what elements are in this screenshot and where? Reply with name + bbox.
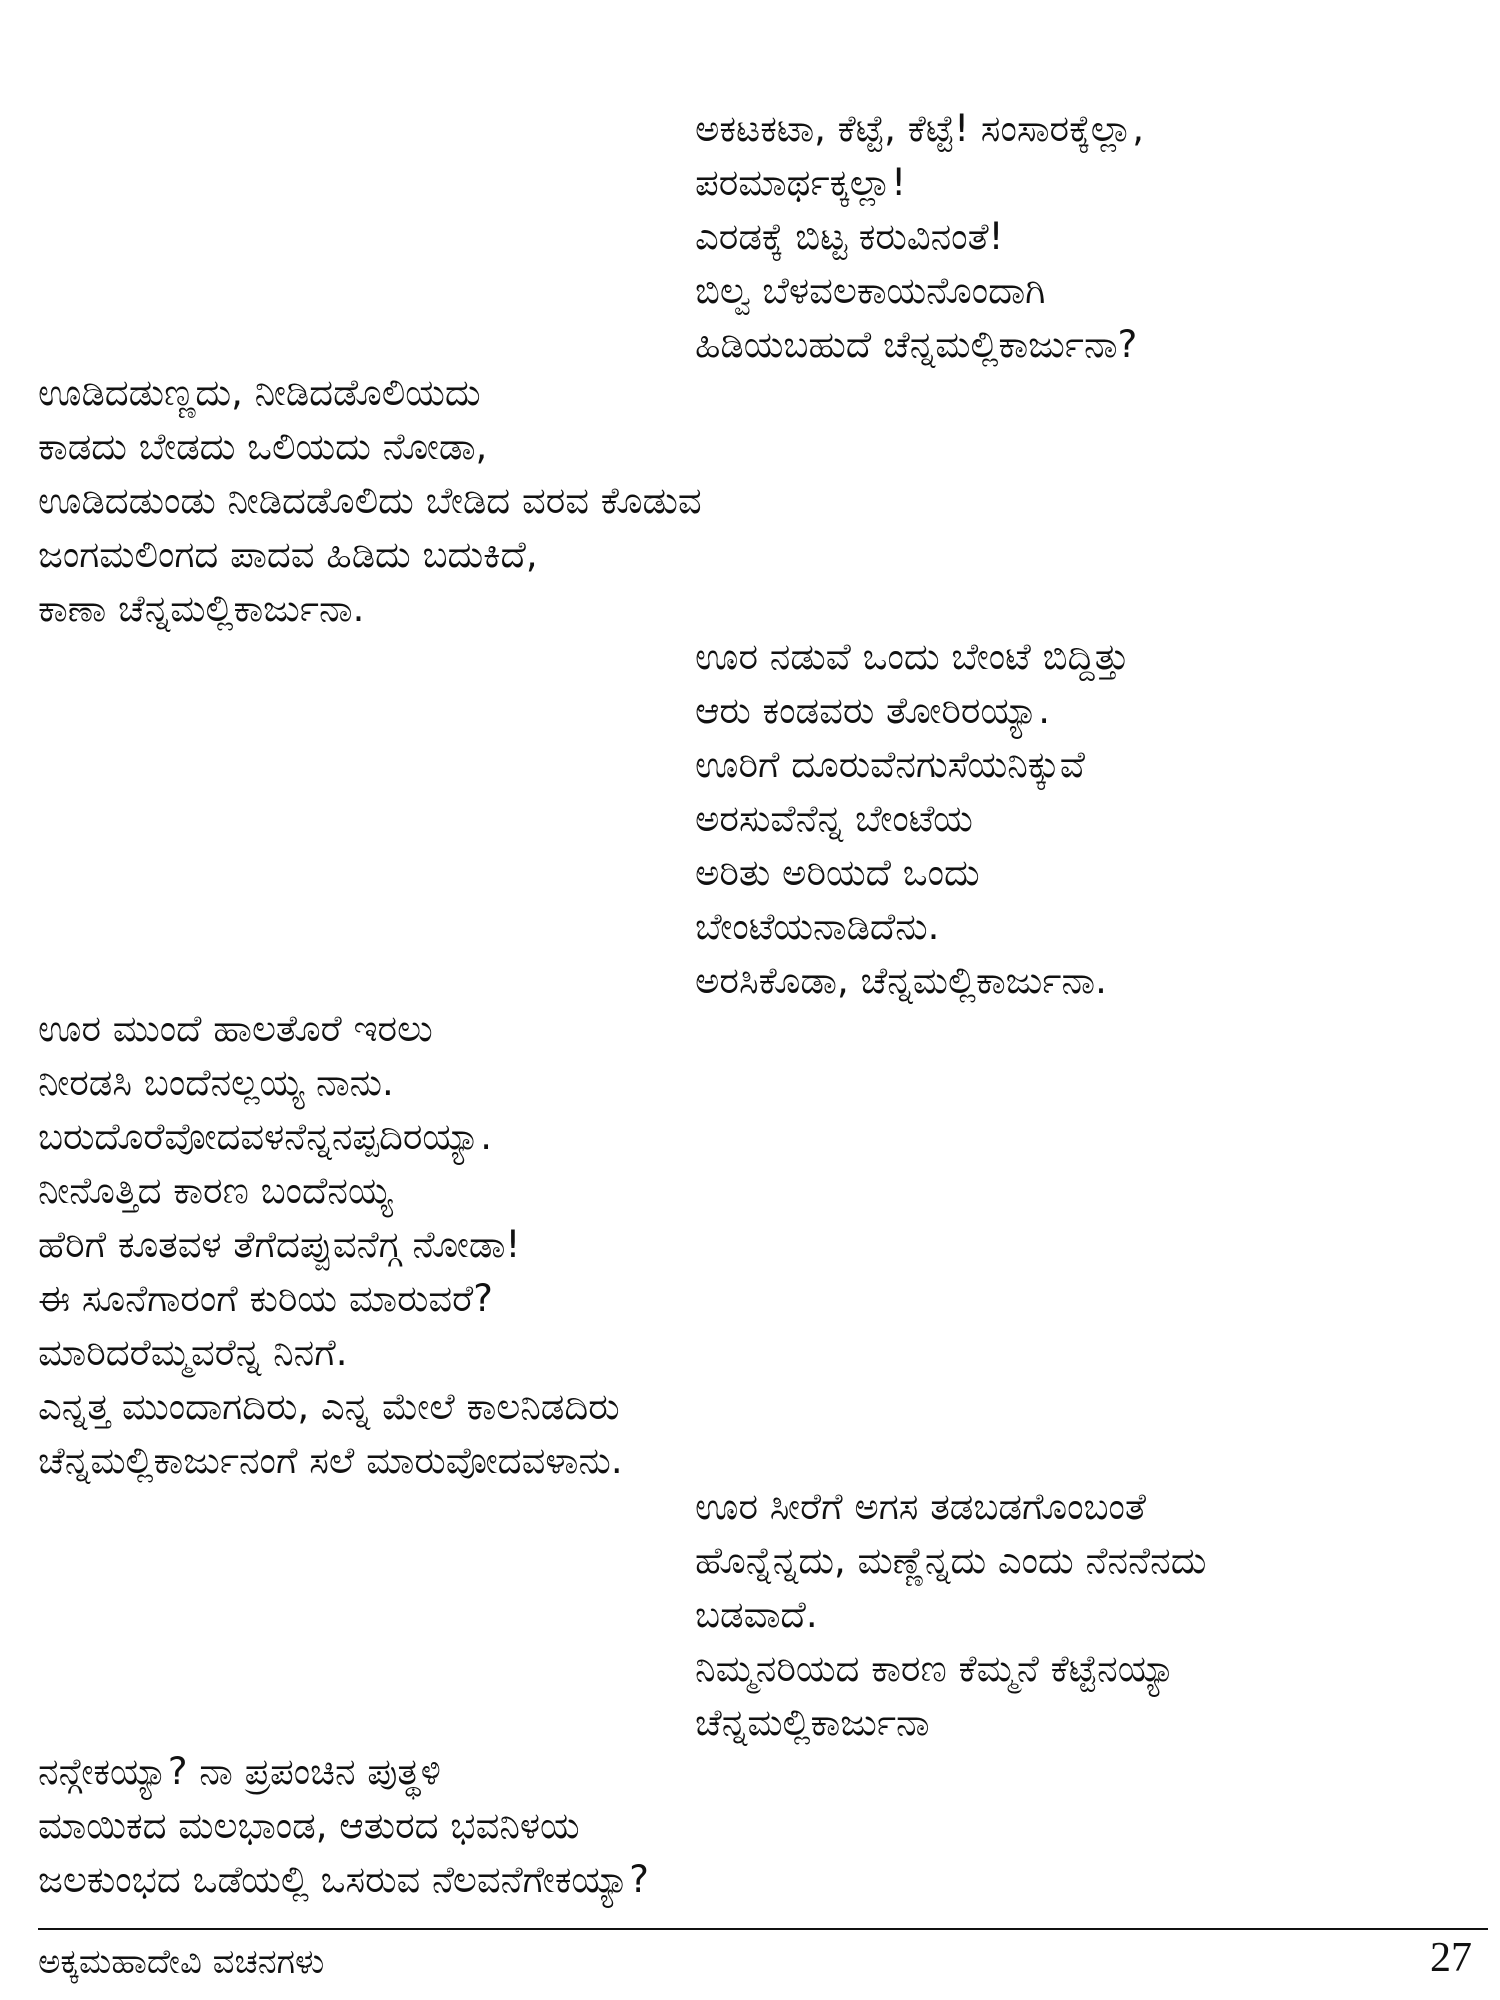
vachana-5 [695, 1480, 1206, 1750]
footer-divider [38, 1928, 1488, 1930]
verse-line: ಜಂಗಮಲಿಂಗದ ಪಾದವ ಹಿಡಿದು ಬದುಕಿದೆ, [38, 533, 538, 576]
verse-line: ಬರುದೊರೆವೋದವಳನೆನ್ನನಪ್ಪದಿರಯ್ಯಾ. [38, 1115, 492, 1158]
vachana-1 [695, 102, 1144, 372]
verse-line: ಚೆನ್ನಮಲ್ಲಿಕಾರ್ಜುನಾ [695, 1701, 930, 1744]
verse-line: ಕಾಣಾ ಚೆನ್ನಮಲ್ಲಿಕಾರ್ಜುನಾ. [38, 587, 365, 630]
verse-line: ಚೆನ್ನಮಲ್ಲಿಕಾರ್ಜುನಂಗೆ ಸಲೆ ಮಾರುವೋದವಳಾನು. [38, 1439, 623, 1482]
verse-line: ನಿಮ್ಮನರಿಯದ ಕಾರಣ ಕೆಮ್ಮನೆ ಕೆಟ್ಟೆನಯ್ಯಾ [695, 1647, 1176, 1690]
verse-line: ಹೊನ್ನೆನ್ನದು, ಮಣ್ಣೆನ್ನದು ಎಂದು ನೆನನೆನದು [695, 1539, 1207, 1582]
verse-line: ಆರು ಕಂಡವರು ತೋರಿರಯ್ಯಾ. [695, 689, 1051, 732]
verse-line: ನೀರಡಸಿ ಬಂದೆನಲ್ಲಯ್ಯ ನಾನು. [38, 1061, 394, 1104]
verse-line: ಊರ ಸೀರೆಗೆ ಅಗಸ ತಡಬಡಗೊಂಬಂತೆ [695, 1485, 1147, 1528]
vachana-2 [38, 366, 702, 636]
verse-line: ಅರಸುವೆನೆನ್ನ ಬೇಂಟೆಯ [695, 797, 973, 840]
vachana-6 [38, 1745, 649, 1907]
page-number: 27 [1430, 1935, 1472, 1981]
verse-line: ಊರ ಮುಂದೆ ಹಾಲತೊರೆ ಇರಲು [38, 1007, 433, 1050]
verse-line: ಕಾಡದು ಬೇಡದು ಒಲಿಯದು ನೋಡಾ, [38, 425, 488, 468]
verse-line: ಪರಮಾರ್ಥಕ್ಕಲ್ಲಾ! [695, 161, 907, 204]
verse-line: ಊಡಿದಡುಂಡು ನೀಡಿದಡೊಲಿದು ಬೇಡಿದ ವರವ ಕೊಡುವ [38, 479, 702, 522]
verse-line: ಅರಿತು ಅರಿಯದೆ ಒಂದು [695, 851, 980, 894]
verse-line: ಅರಸಿಕೊಡಾ, ಚೆನ್ನಮಲ್ಲಿಕಾರ್ಜುನಾ. [695, 959, 1107, 1002]
verse-line: ಎನ್ನತ್ತ ಮುಂದಾಗದಿರು, ಎನ್ನ ಮೇಲೆ ಕಾಲನಿಡದಿರು [38, 1385, 620, 1428]
verse-line: ಬೇಂಟೆಯನಾಡಿದೆನು. [695, 905, 940, 948]
verse-line: ಊಡಿದಡುಣ್ಣದು, ನೀಡಿದಡೊಲಿಯದು [38, 371, 481, 414]
verse-line: ಬಡವಾದೆ. [695, 1593, 818, 1636]
verse-line: ಅಕಟಕಟಾ, ಕೆಟ್ಟೆ, ಕೆಟ್ಟೆ! ಸಂಸಾರಕ್ಕೆಲ್ಲಾ, [695, 107, 1144, 150]
verse-line: ನೀನೊತ್ತಿದ ಕಾರಣ ಬಂದೆನಯ್ಯ [38, 1169, 393, 1212]
verse-line: ಊರಿಗೆ ದೂರುವೆನಗುಸೆಯನಿಕ್ಕುವೆ [695, 743, 1085, 786]
running-footer-title: ಅಕ್ಕಮಹಾದೇವಿ ವಚನಗಳು [38, 1942, 325, 1982]
verse-line: ಬಿಲ್ವ ಬೆಳವಲಕಾಯನೊಂದಾಗಿ [695, 269, 1046, 312]
verse-line: ನನ್ಗೇಕಯ್ಯಾ? ನಾ ಪ್ರಪಂಚಿನ ಪುತ್ಥಳಿ [38, 1750, 441, 1793]
verse-line: ಊರ ನಡುವೆ ಒಂದು ಬೇಂಟೆ ಬಿದ್ದಿತ್ತು [695, 635, 1130, 678]
verse-line: ಹೆರಿಗೆ ಕೂತವಳ ತೆಗೆದಪ್ಪುವನೆಗ್ಗ ನೋಡಾ! [38, 1223, 521, 1266]
vachana-3 [695, 630, 1129, 1008]
verse-line: ಹಿಡಿಯಬಹುದೆ ಚೆನ್ನಮಲ್ಲಿಕಾರ್ಜುನಾ? [695, 323, 1138, 366]
verse-line: ಜಲಕುಂಭದ ಒಡೆಯಲ್ಲಿ ಒಸರುವ ನೆಲವನೆಗೇಕಯ್ಯಾ? [38, 1858, 649, 1901]
verse-line: ಈ ಸೂನೆಗಾರಂಗೆ ಕುರಿಯ ಮಾರುವರೆ? [38, 1277, 493, 1320]
vachana-4 [38, 1002, 623, 1488]
verse-line: ಎರಡಕ್ಕೆ ಬಿಟ್ಟ ಕರುವಿನಂತೆ! [695, 215, 1004, 258]
verse-line: ಮಾಯಿಕದ ಮಲಭಾಂಡ, ಆತುರದ ಭವನಿಳಯ [38, 1804, 580, 1847]
verse-line: ಮಾರಿದರೆಮ್ಮವರೆನ್ನ ನಿನಗೆ. [38, 1331, 348, 1374]
